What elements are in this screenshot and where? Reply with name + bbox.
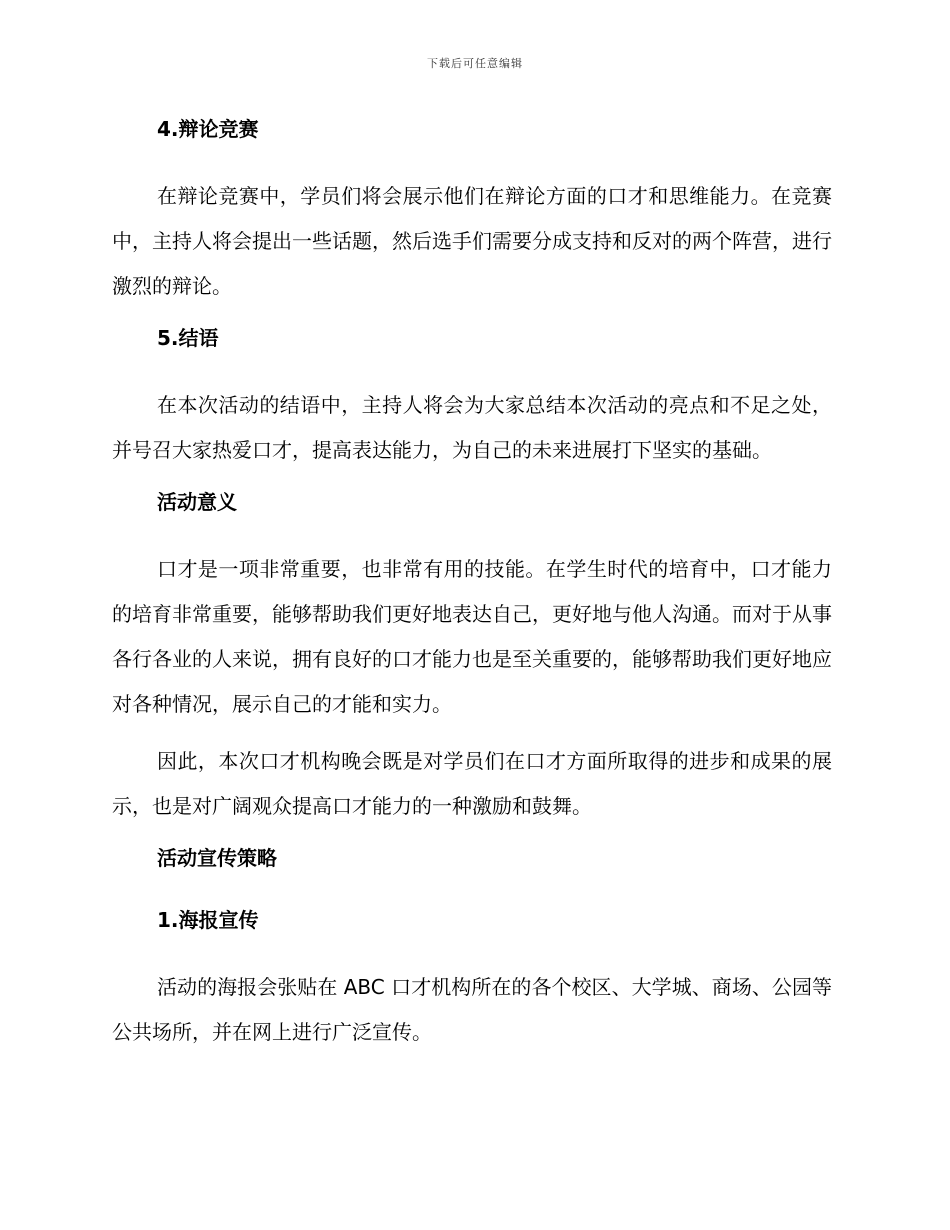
section-heading-significance: 活动意义 [157,490,237,514]
section-paragraph-conclusion: 在本次活动的结语中，主持人将会为大家总结本次活动的亮点和不足之处，并号召大家热爱口才，提高表达能力，为自己的未来进展打下坚实的基础。 [112,393,832,462]
section-paragraph-debate: 在辩论竞赛中，学员们将会展示他们在辩论方面的口才和思维能力。在竞赛中，主持人将会提出一些话题，然后选手们需要分成支持和反对的两个阵营，进行激烈的辩论。 [112,184,832,298]
section-paragraph-poster: 活动的海报会张贴在 ABC 口才机构所在的各个校区、大学城、商场、公园等公共场所，并在网上进行广泛宣传。 [112,975,832,1044]
section-paragraph-significance-1: 口才是一项非常重要，也非常有用的技能。在学生时代的培育中，口才能力的培育非常重要，能够帮助我们更好地表达自己，更好地与他人沟通。而对于从事各行各业的人来说，拥有良好的口才能力也是至关重要的，能够帮助我们更好地应对各种情况，展示自己的才能和实力。 [112,557,832,716]
section-heading-debate: 4.辩论竞赛 [157,117,259,141]
section-heading-poster: 1.海报宣传 [157,908,259,932]
document-body [112,112,832,1067]
section-heading-conclusion: 5.结语 [157,326,219,350]
section-paragraph-significance-2: 因此，本次口才机构晚会既是对学员们在口才方面所取得的进步和成果的展示，也是对广阔观众提高口才能力的一种激励和鼓舞。 [112,749,832,818]
section-heading-promotion-strategy: 活动宣传策略 [157,846,277,870]
page-header-note: 下载后可任意编辑 [427,57,523,70]
